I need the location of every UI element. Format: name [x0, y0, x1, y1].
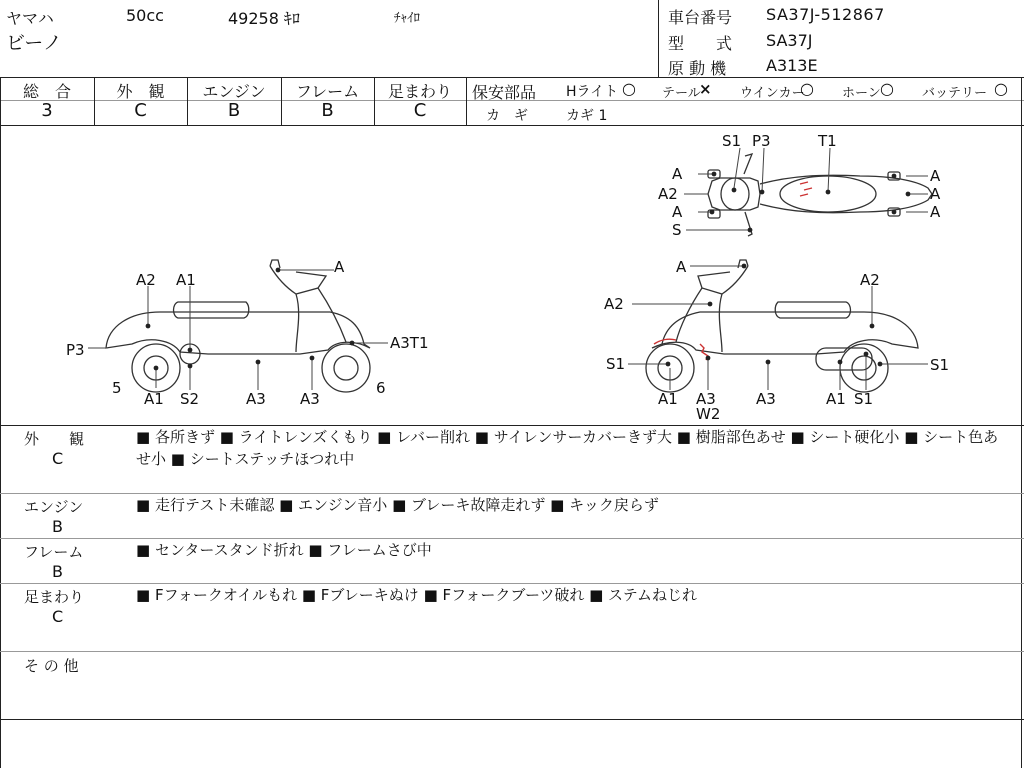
note-frame-grade: B [52, 562, 63, 581]
maker: ヤマハ [6, 9, 54, 28]
frame-no-label: 車台番号 [668, 8, 733, 27]
key-value: カギ 1 [566, 108, 608, 124]
diag-label: A1 [176, 271, 196, 289]
grade-overall-label: 総 合 [22, 82, 71, 101]
diag-label: A [676, 258, 687, 276]
type-value: SA37J [766, 31, 813, 50]
diag-label: S1 [722, 132, 742, 150]
diag-label: W2 [696, 405, 721, 423]
headlight-label: Hライト [566, 84, 619, 100]
diag-label: 6 [376, 379, 386, 397]
displacement: 50cc [126, 6, 164, 25]
winker-status: ○ [800, 79, 814, 98]
note-engine-grade: B [52, 517, 63, 536]
tail-label: テール [662, 86, 701, 101]
diag-label: A3 [756, 390, 776, 408]
horn-label: ホーン [842, 86, 881, 101]
diag-label: A2 [658, 185, 678, 203]
diag-label: A3 [246, 390, 266, 408]
engine-label: 原 動 機 [668, 59, 727, 78]
model-name: ビーノ [6, 32, 62, 54]
grid-line [466, 77, 467, 125]
diag-label: 5 [112, 379, 122, 397]
note-exterior-text: ■ 各所きず ■ ライトレンズくもり ■ レバー削れ ■ サイレンサーカバーきず大 ■ 樹脂部色あせ ■ シート硬化小 ■ シート色あせ小 ■ シートステッチほつれ中 [136, 428, 999, 468]
damage-diagram [0, 126, 1022, 424]
note-frame-text: ■ センタースタンド折れ ■ フレームさび中 [136, 541, 432, 559]
diag-label: A3 [300, 390, 320, 408]
grid-line [0, 651, 1024, 652]
diag-label: A2 [604, 295, 624, 313]
diag-label: A [930, 167, 941, 185]
diag-label: A [930, 203, 941, 221]
diag-label: S1 [854, 390, 874, 408]
grade-overall-value: 3 [41, 100, 53, 121]
diag-label: A2 [136, 271, 156, 289]
diag-label: A1 [826, 390, 846, 408]
damage-points [146, 172, 911, 371]
horn-status: ○ [880, 79, 894, 98]
tail-status: × [699, 80, 712, 98]
grade-suspension-value: C [413, 100, 427, 121]
engine-value: A313E [766, 56, 818, 75]
diag-label: A [930, 185, 941, 203]
diag-label: P3 [752, 132, 771, 150]
diag-label: A3T1 [390, 334, 429, 352]
note-exterior-grade: C [52, 449, 64, 468]
grid-line [0, 719, 1024, 720]
note-suspension-text: ■ Fフォークオイルもれ ■ Fブレーキぬけ ■ Fフォークブーツ破れ ■ ステムねじれ [136, 586, 698, 604]
grade-exterior-label: 外 観 [116, 82, 165, 101]
grade-frame-label: フレーム [295, 82, 360, 101]
safety-label: 保安部品 [472, 83, 537, 102]
diag-label: A1 [658, 390, 678, 408]
header-divider [658, 0, 659, 77]
note-engine-text: ■ 走行テスト未確認 ■ エンジン音小 ■ ブレーキ故障走れず ■ キック戻らず [136, 496, 659, 514]
type-label: 型 式 [668, 34, 733, 53]
headlight-status: ○ [622, 79, 636, 98]
note-exterior-label: 外 観 [24, 430, 85, 448]
grade-engine-label: エンジン [202, 82, 266, 101]
grade-suspension-label: 足まわり [387, 82, 452, 101]
note-other-label: そ の 他 [24, 657, 79, 675]
diag-label: S1 [930, 356, 950, 374]
frame-no: SA37J-512867 [766, 5, 885, 24]
note-suspension-label: 足まわり [24, 588, 85, 606]
key-label: カ ギ [486, 108, 528, 124]
grade-engine-value: B [227, 100, 241, 121]
diag-label: A1 [144, 390, 164, 408]
diag-label: A [672, 165, 683, 183]
winker-label: ウインカー [740, 86, 805, 101]
mileage: 49258 ｷﾛ [228, 9, 300, 28]
diag-label: S1 [606, 355, 626, 373]
note-frame-label: フレーム [24, 543, 84, 561]
scooter-top-view [708, 154, 932, 236]
diag-label: A [334, 258, 345, 276]
battery-label: バッテリー [922, 86, 988, 101]
diag-label: A3 [696, 390, 716, 408]
grid-line [0, 77, 1024, 78]
battery-status: ○ [994, 79, 1008, 98]
note-suspension-grade: C [52, 607, 64, 626]
grade-exterior-value: C [134, 100, 147, 121]
diag-label: S2 [180, 390, 200, 408]
note-engine-label: エンジン [24, 498, 84, 516]
color: ﾁｬｲﾛ [394, 11, 420, 26]
diag-label: A2 [860, 271, 880, 289]
diag-label: A [672, 203, 683, 221]
diag-label: P3 [66, 341, 85, 359]
diag-label: S [672, 221, 682, 239]
grade-frame-value: B [321, 100, 334, 121]
diag-label: T1 [818, 132, 837, 150]
